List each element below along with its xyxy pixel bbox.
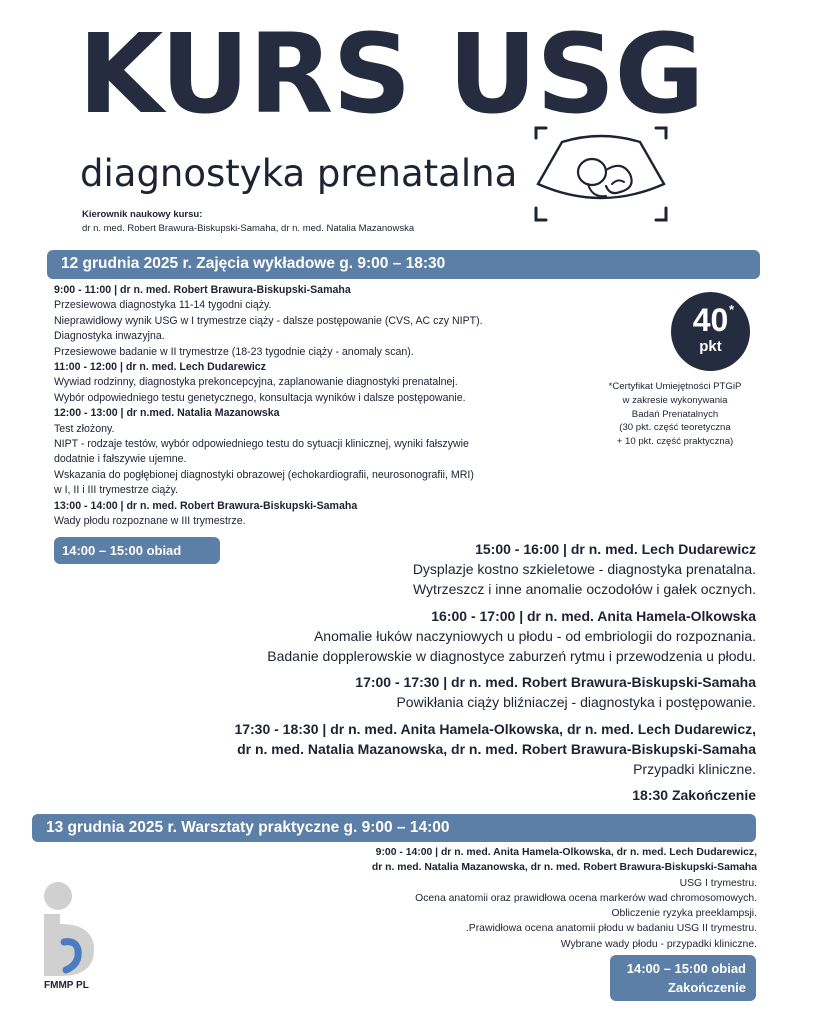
lecture-topic: Wybór odpowiedniego testu genetycznego, konsultacja wyników i dalsze postępowanie. — [54, 391, 466, 404]
lecture-topic: Wskazania do pogłębionej diagnostyki obrazowej (echokardiografii, neurosonografii, MRI) — [54, 468, 474, 481]
day1-morning-schedule — [54, 283, 483, 530]
day1-header-bar: 12 grudnia 2025 r. Zajęcia wykładowe g. 9:00 – 18:30 — [47, 250, 760, 279]
points-asterisk: * — [729, 302, 735, 317]
lecture-topic: Przesiewowa diagnostyka 11-14 tygodni ciąży. — [54, 299, 272, 312]
lecture-block — [54, 360, 483, 406]
lecture-header: 9:00 - 11:00 | dr n. med. Robert Brawura-Biskupski-Samaha — [54, 284, 351, 296]
lecture-topic: Wytrzeszcz i inne anomalie oczodołów i gałek ocznych. — [412, 581, 756, 598]
lecture-block — [54, 406, 483, 498]
certificate-line: w zakresie wykonywania — [622, 394, 728, 406]
day1-lunch-badge: 14:00 – 15:00 obiad — [54, 537, 220, 564]
workshop-topic: .Prawidłowa ocena anatomii płodu w badaniu USG II trymestru. — [465, 923, 757, 935]
lecture-topic: Przesiewowe badanie w II trymestrze (18-23 tygodnie ciąży - anomaly scan). — [54, 345, 414, 358]
scientific-director — [82, 208, 414, 236]
lecture-topic: NIPT - rodzaje testów, wybór odpowiedniego testu do sytuacji klinicznej, wyniki fałszywie — [54, 438, 469, 451]
lecture-header: 17:00 - 17:30 | dr n. med. Robert Brawura-Biskupski-Samaha — [355, 674, 756, 691]
lecture-header: 16:00 - 17:00 | dr n. med. Anita Hamela-Olkowska — [431, 607, 756, 624]
workshop-topic: Ocena anatomii oraz prawidłowa ocena markerów wad chromosomowych. — [415, 892, 757, 904]
lecture-topic: Przypadki kliniczne. — [633, 761, 756, 778]
day2-end-label: Zakończenie — [667, 980, 746, 995]
lecture-block — [234, 672, 756, 712]
certificate-line: (30 pkt. część teoretyczna — [619, 422, 731, 434]
lecture-topic: Wywiad rodzinny, diagnostyka prekoncepcyjna, zaplanowanie diagnostyki prenatalnej. — [54, 376, 458, 389]
lecture-topic: Badanie dopplerowskie w diagnostyce zaburzeń rytmu i przewodzenia u płodu. — [267, 648, 756, 665]
ultrasound-fetus-icon — [532, 126, 670, 222]
page-subtitle: diagnostyka prenatalna — [80, 152, 518, 195]
workshop-topic: Wybrane wady płodu - przypadki kliniczne. — [560, 938, 757, 950]
lecture-header: 17:30 - 18:30 | dr n. med. Anita Hamela-Olkowska, dr n. med. Lech Dudarewicz, — [234, 720, 756, 737]
workshop-topic: Obliczenie ryzyka preeklampsji. — [611, 908, 757, 920]
lecture-header: 15:00 - 16:00 | dr n. med. Lech Dudarewicz — [475, 541, 756, 557]
lecture-block — [234, 719, 756, 780]
certificate-line: Badań Prenatalnych — [631, 408, 719, 420]
lecture-header: 12:00 - 13:00 | dr n.med. Natalia Mazanowska — [54, 407, 280, 420]
workshop-header: 9:00 - 14:00 | dr n. med. Anita Hamela-Olkowska, dr n. med. Lech Dudarewicz, — [375, 847, 757, 858]
points-value: 40 — [692, 302, 729, 338]
lecture-topic: Nieprawidłowy wynik USG w I trymestrze ciąży - dalsze postępowanie (CVS, AC czy NIPT). — [54, 314, 483, 327]
page-title: KURS USG — [78, 10, 704, 138]
lecture-topic: Wady płodu rozpoznane w III trymestrze. — [54, 515, 246, 528]
points-unit: pkt — [699, 338, 722, 355]
day1-end-label: 18:30 Zakończenie — [632, 787, 756, 804]
lecture-header: 13:00 - 14:00 | dr n. med. Robert Brawura-Biskupski-Samaha — [54, 499, 358, 512]
lecture-topic: Test złożony. — [54, 422, 115, 435]
workshop-header-continued: dr n. med. Natalia Mazanowska, dr n. med. Robert Brawura-Biskupski-Samaha — [371, 862, 757, 874]
lecture-block — [54, 283, 483, 360]
day1-afternoon-schedule — [234, 539, 756, 805]
fmmp-label: FMMP PL — [44, 980, 89, 991]
lecture-topic: Powikłania ciąży bliźniaczej - diagnostyka i postępowanie. — [396, 694, 756, 711]
workshop-topic: USG I trymestru. — [679, 877, 757, 889]
day2-lunch-badge — [610, 955, 756, 1001]
certificate-line: + 10 pkt. część praktyczna) — [616, 436, 734, 448]
certificate-line: *Certyfikat Umiejętności PTGiP — [608, 381, 742, 392]
lecture-header-continued: dr n. med. Natalia Mazanowska, dr n. med. Robert Brawura-Biskupski-Samaha — [237, 740, 756, 757]
day2-header-bar: 13 grudnia 2025 r. Warsztaty praktyczne g. 9:00 – 14:00 — [32, 814, 756, 842]
points-badge — [671, 292, 750, 371]
lecture-topic: Diagnostyka inwazyjna. — [54, 330, 165, 343]
lecture-block — [234, 606, 756, 667]
lecture-header: 11:00 - 12:00 | dr n. med. Lech Dudarewicz — [54, 361, 266, 374]
fmmp-logo-icon — [40, 880, 98, 978]
lecture-topic: Anomalie łuków naczyniowych u płodu - od embriologii do rozpoznania. — [313, 627, 756, 644]
director-label: Kierownik naukowy kursu: — [82, 209, 203, 220]
lecture-topic: Dysplazje kostno szkieletowe - diagnostyka prenatalna. — [412, 561, 756, 578]
lecture-topic: w I, II i III trymestrze ciąży. — [54, 484, 179, 497]
lecture-block — [54, 499, 483, 530]
lecture-topic: dodatnie i fałszywie ujemne. — [54, 453, 187, 466]
day2-lunch-label: 14:00 – 15:00 obiad — [626, 961, 746, 976]
certificate-note — [590, 380, 760, 449]
day2-workshop-schedule — [372, 845, 757, 952]
director-names: dr n. med. Robert Brawura-Biskupski-Samaha, dr n. med. Natalia Mazanowska — [82, 223, 415, 234]
lecture-block — [234, 539, 756, 600]
